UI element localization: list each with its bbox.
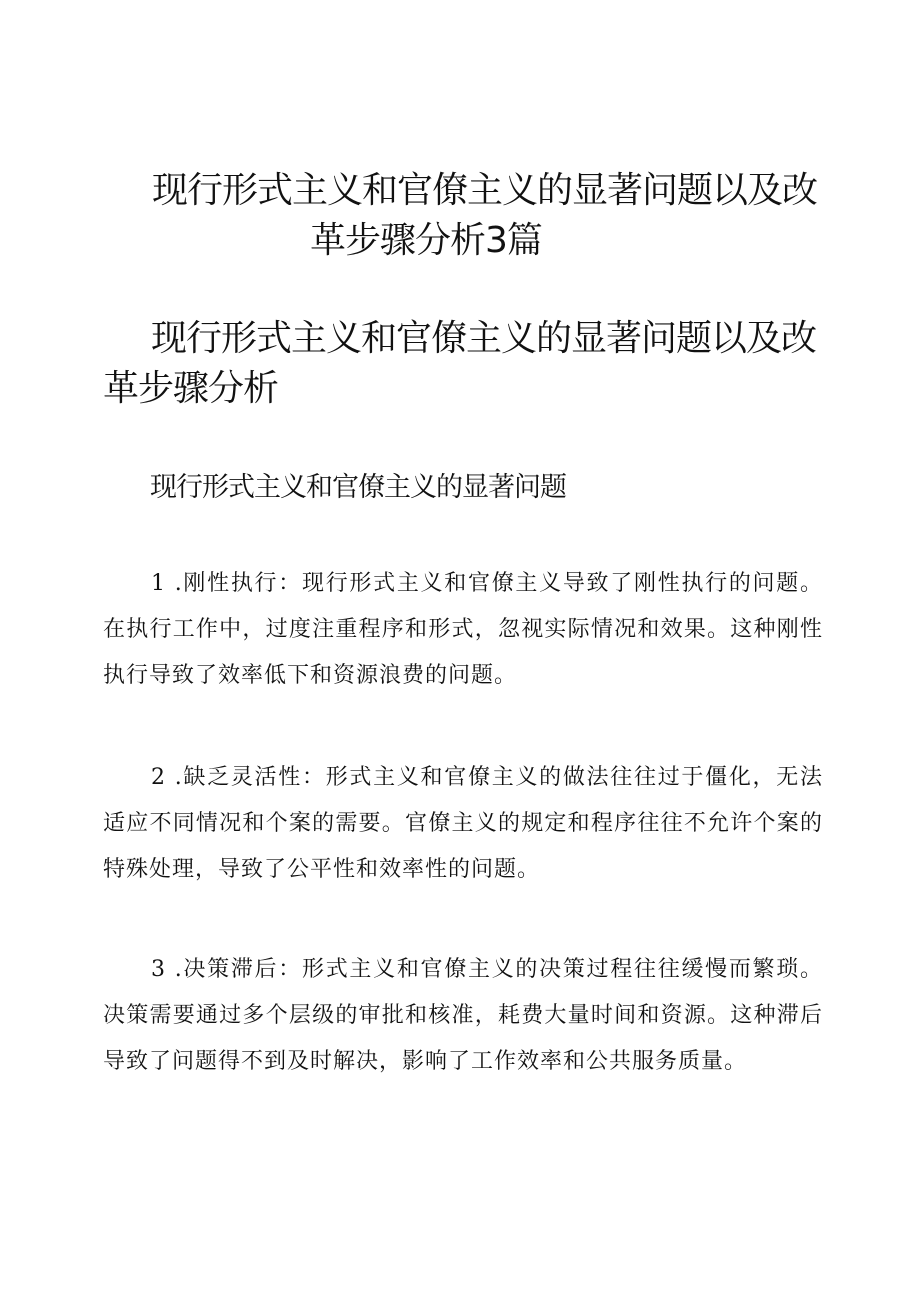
- list-item-rigid-execution: 1 .刚性执行：现行形式主义和官僚主义导致了刚性执行的问题。在执行工作中，过度注重程序和形式，忽视实际情况和效果。这种刚性执行导致了效率低下和资源浪费的问题。: [103, 571, 823, 688]
- list-item-decision-delay: 3 .决策滞后：形式主义和官僚主义的决策过程往往缓慢而繁琐。决策需要通过多个层级的审批和核准，耗费大量时间和资源。这种滞后导致了问题得不到及时解决，影响了工作效率和公共服务质量。: [103, 957, 823, 1074]
- document-title: [100, 166, 850, 266]
- list-item-lack-of-flexibility: 2 .缺乏灵活性：形式主义和官僚主义的做法往往过于僵化，无法适应不同情况和个案的需要。官僚主义的规定和程序往往不允许个案的特殊处理，导致了公平性和效率性的问题。: [103, 765, 823, 882]
- document-title-line-1: 现行形式主义和官僚主义的显著问题以及改: [152, 170, 818, 211]
- sub-heading: 现行形式主义和官僚主义的显著问题: [150, 472, 566, 503]
- section-title: 现行形式主义和官僚主义的显著问题以及改革步骤分析: [103, 318, 817, 409]
- document-title-line-2: 革步骤分析3篇: [310, 220, 542, 261]
